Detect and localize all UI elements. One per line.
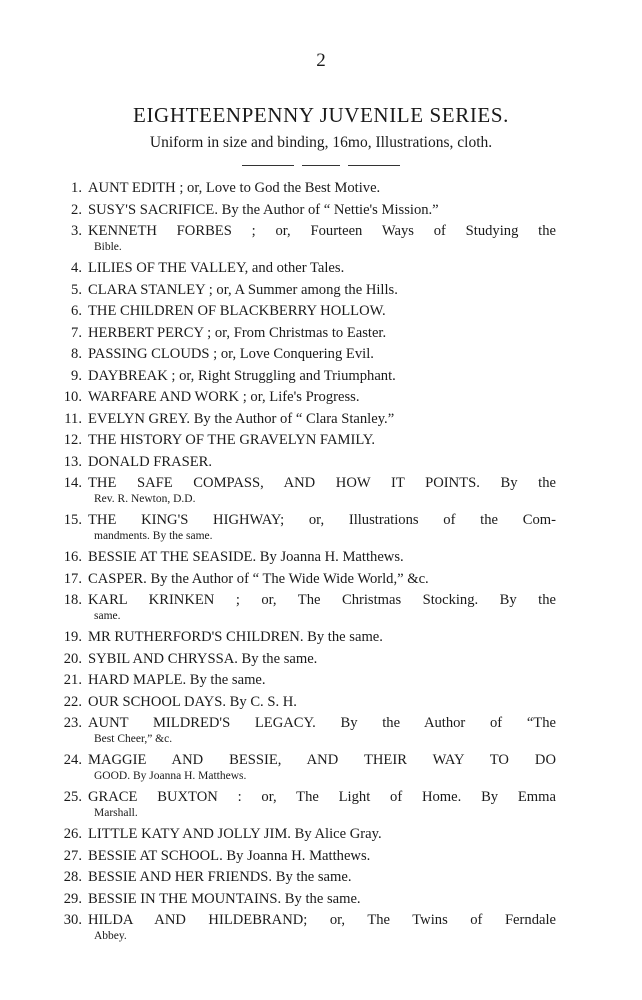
- list-item: [63, 547, 556, 567]
- item-number: 18.: [63, 592, 82, 608]
- item-number: 10.: [63, 389, 82, 405]
- item-number: 11.: [64, 410, 82, 427]
- page-number: 2: [316, 50, 326, 71]
- item-number: 12.: [63, 432, 82, 448]
- item-title-line: WARFARE AND WORK ; or, Life's Progress.: [88, 389, 360, 405]
- item-title-line: LITTLE KATY AND JOLLY JIM. By Alice Gray.: [88, 826, 382, 842]
- list-item: [63, 670, 556, 690]
- list-item: [63, 867, 556, 887]
- item-number: 30.: [63, 912, 82, 928]
- item-title-line: SYBIL AND CHRYSSA. By the same.: [88, 650, 318, 667]
- list-item: [71, 344, 556, 364]
- item-number: 3.: [71, 223, 82, 239]
- list-item: [63, 713, 556, 746]
- item-title-line: CASPER. By the Author of “ The Wide Wide World,” &c.: [88, 570, 429, 587]
- item-number: 14.: [63, 475, 82, 491]
- item-title-line: OUR SCHOOL DAYS. By C. S. H.: [88, 693, 297, 710]
- item-number: 15.: [63, 512, 82, 528]
- item-number: 21.: [63, 672, 82, 688]
- list-item: [71, 280, 556, 300]
- item-continuation: Rev. R. Newton, D.D.: [94, 493, 196, 505]
- item-title-line: PASSING CLOUDS ; or, Love Conquering Evil.: [88, 346, 374, 362]
- list-item: [63, 750, 556, 783]
- list-item: [63, 889, 556, 909]
- list-item: [63, 590, 556, 623]
- item-title-line: KENNETH FORBES ; or, Fourteen Ways of Studying the: [88, 223, 556, 239]
- item-continuation: GOOD. By Joanna H. Matthews.: [94, 770, 247, 782]
- item-continuation: same.: [94, 610, 121, 622]
- item-title-line: KARL KRINKEN ; or, The Christmas Stocking. By the: [88, 592, 556, 608]
- list-item: [63, 649, 556, 669]
- item-number: 1.: [71, 180, 82, 196]
- item-number: 29.: [63, 890, 82, 907]
- item-title-line: BESSIE IN THE MOUNTAINS. By the same.: [88, 890, 361, 907]
- rule-segment: [302, 165, 340, 166]
- item-number: 28.: [63, 869, 82, 885]
- item-title-line: THE CHILDREN OF BLACKBERRY HOLLOW.: [88, 303, 386, 319]
- series-title: EIGHTEENPENNY JUVENILE SERIES.: [133, 103, 509, 127]
- item-number: 22.: [63, 693, 82, 710]
- item-title-line: THE SAFE COMPASS, AND HOW IT POINTS. By the: [88, 475, 556, 491]
- item-title-line: BESSIE AT SCHOOL. By Joanna H. Matthews.: [88, 847, 371, 864]
- list-item: [64, 409, 556, 429]
- list-item: [63, 569, 556, 589]
- item-title-line: HERBERT PERCY ; or, From Christmas to Easter.: [88, 324, 387, 341]
- list-item: [63, 692, 556, 712]
- item-title-line: DONALD FRASER.: [88, 453, 213, 470]
- list-item: [63, 787, 556, 820]
- list-item: [63, 824, 556, 844]
- list-item: [63, 910, 556, 943]
- item-number: 20.: [63, 650, 82, 667]
- item-number: 24.: [63, 752, 82, 768]
- item-title-line: AUNT EDITH ; or, Love to God the Best Motive.: [88, 180, 381, 196]
- item-title-line: EVELYN GREY. By the Author of “ Clara Stanley.”: [88, 410, 395, 427]
- item-title-line: HARD MAPLE. By the same.: [88, 672, 266, 688]
- item-continuation: Abbey.: [94, 930, 127, 942]
- item-title-line: THE KING'S HIGHWAY; or, Illustrations of the Com-: [88, 512, 556, 528]
- rule-segment: [348, 165, 400, 166]
- item-number: 23.: [63, 715, 82, 731]
- item-title-line: BESSIE AT THE SEASIDE. By Joanna H. Matthews.: [88, 549, 404, 565]
- item-number: 2.: [71, 201, 82, 218]
- item-number: 13.: [63, 453, 82, 470]
- item-continuation: Bible.: [94, 241, 122, 253]
- item-number: 6.: [71, 303, 82, 319]
- list-item: [63, 430, 556, 450]
- item-title-line: THE HISTORY OF THE GRAVELYN FAMILY.: [88, 432, 376, 448]
- item-number: 5.: [71, 281, 82, 298]
- item-title-line: SUSY'S SACRIFICE. By the Author of “ Nettie's Mission.”: [88, 201, 439, 218]
- item-title-line: MR RUTHERFORD'S CHILDREN. By the same.: [88, 629, 383, 645]
- item-number: 8.: [71, 346, 82, 362]
- list-item: [63, 627, 556, 647]
- item-title-line: LILIES OF THE VALLEY, and other Tales.: [88, 260, 345, 276]
- item-number: 4.: [71, 260, 82, 276]
- list-item: [71, 258, 556, 278]
- item-title-line: CLARA STANLEY ; or, A Summer among the Hills.: [88, 281, 398, 298]
- item-title-line: DAYBREAK ; or, Right Struggling and Triumphant.: [88, 367, 396, 384]
- list-item: [63, 452, 556, 472]
- item-number: 9.: [71, 367, 82, 384]
- item-title-line: GRACE BUXTON : or, The Light of Home. By Emma: [88, 789, 556, 805]
- rule-ornament: [242, 163, 400, 169]
- item-number: 25.: [63, 789, 82, 805]
- item-title-line: MAGGIE AND BESSIE, AND THEIR WAY TO DO: [88, 752, 556, 768]
- item-number: 19.: [63, 629, 82, 645]
- rule-segment: [242, 165, 294, 166]
- item-number: 16.: [63, 549, 82, 565]
- list-item: [71, 301, 556, 321]
- item-title-line: AUNT MILDRED'S LEGACY. By the Author of “The: [88, 715, 556, 731]
- book-list: [63, 178, 556, 947]
- list-item: [71, 366, 556, 386]
- item-number: 27.: [63, 847, 82, 864]
- list-item: [63, 387, 556, 407]
- list-item: [71, 221, 556, 254]
- list-item: [63, 510, 556, 543]
- item-continuation: Marshall.: [94, 807, 138, 819]
- list-item: [63, 846, 556, 866]
- item-number: 7.: [71, 324, 82, 341]
- item-title-line: HILDA AND HILDEBRAND; or, The Twins of Ferndale: [88, 912, 556, 928]
- item-number: 26.: [63, 826, 82, 842]
- item-continuation: Best Cheer,” &c.: [94, 733, 173, 745]
- item-continuation: mandments. By the same.: [94, 530, 213, 542]
- list-item: [71, 200, 556, 220]
- item-title-line: BESSIE AND HER FRIENDS. By the same.: [88, 869, 352, 885]
- series-subtitle: Uniform in size and binding, 16mo, Illustrations, cloth.: [149, 134, 493, 151]
- item-number: 17.: [63, 570, 82, 587]
- list-item: [71, 178, 556, 198]
- list-item: [63, 473, 556, 506]
- list-item: [71, 323, 556, 343]
